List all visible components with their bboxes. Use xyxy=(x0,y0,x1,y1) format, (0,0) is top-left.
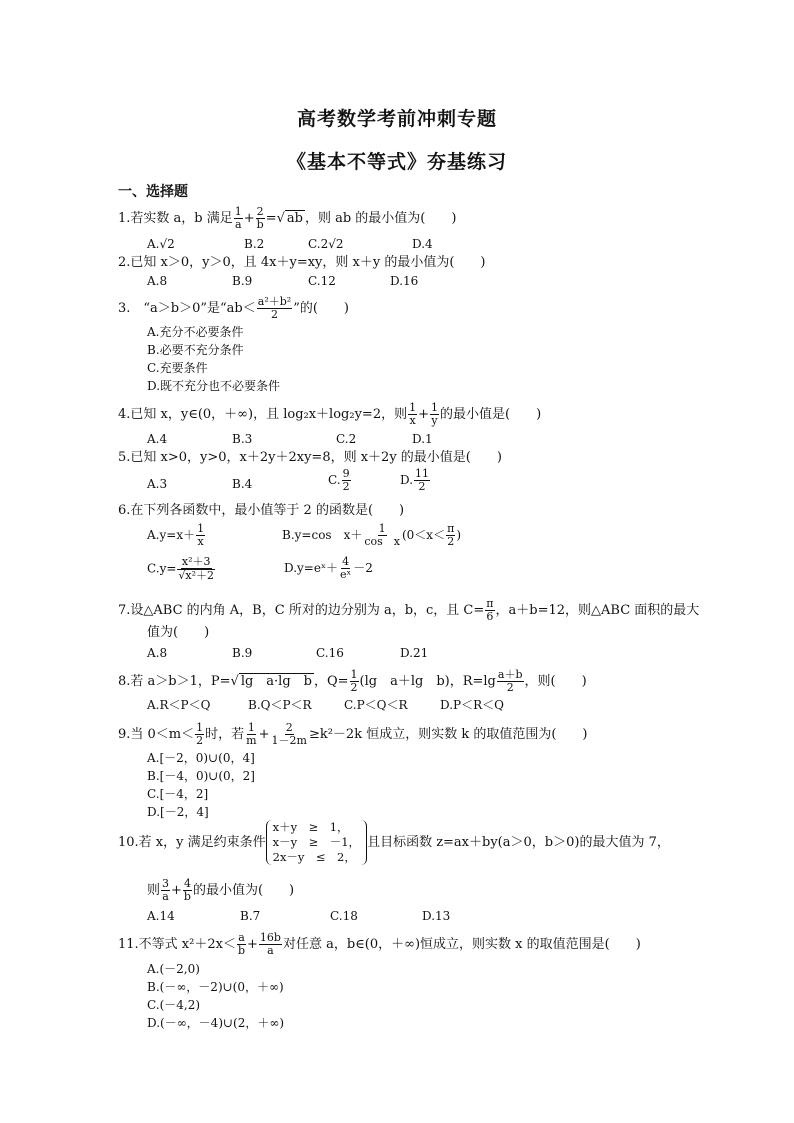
option-d: D.1 xyxy=(412,432,433,446)
question-3: 3. “a＞b＞0”是“ab＜ $\frac{\text{a²＋b²}}{2}$ ”的( ) xyxy=(118,295,349,321)
option-c: C.12 xyxy=(308,274,336,288)
question-9: 9.当 0＜m＜ $\frac{1}{2}$ 时，若 $\frac{1}{m}$ + $\frac{2}{1-2m}$ ≥k²－2k 恒成立，则实数 k 的取值范围为( ) xyxy=(118,721,588,747)
option-b: B.(－∞，－2)∪(0，＋∞) xyxy=(147,980,284,994)
option-c: C.16 xyxy=(316,646,344,660)
question-7: 7.设△ABC 的内角 A，B，C 所对的边分别为 a，b，c，且 C= $\frac{\pi}{6}$ ，a＋b=12，则△ABC 面积的最大 xyxy=(118,597,700,623)
option-b: B.9 xyxy=(232,274,253,288)
option-b: B.y=cos x＋ $\frac{1}{\text{cos x}}$ (0＜x＜ $\frac{\pi}{2}$ ) xyxy=(282,522,461,548)
option-d: D.16 xyxy=(390,274,419,288)
option-c: C.2 xyxy=(336,432,357,446)
question-11: 11.不等式 x²＋2x＜ $\frac{a}{b}$ + $\frac{16b}{a}$ 对任意 a，b∈(0，＋∞)恒成立，则实数 x 的取值范围是( ) xyxy=(118,931,641,957)
option-d: D.21 xyxy=(400,646,429,660)
option-b: B.7 xyxy=(240,909,261,923)
option-c: C.充要条件 xyxy=(147,361,208,375)
question-5: 5.已知 x>0，y>0，x＋2y＋2xy=8，则 x＋2y 的最小值是( ) xyxy=(118,450,502,465)
option-c: C.P＜Q＜R xyxy=(344,698,408,712)
option-a: A.8 xyxy=(147,274,168,288)
option-c: C.y= $\frac{\text{x²＋3}}{\text{√x²＋2}}$ xyxy=(147,555,215,582)
option-a: A.(－2,0) xyxy=(147,962,200,976)
option-a: A.3 xyxy=(147,477,168,491)
option-d: D.4 xyxy=(412,237,433,251)
worksheet-title: 高考数学考前冲刺专题 xyxy=(296,108,497,130)
option-b: B.2 xyxy=(244,237,265,251)
question-4: 4.已知 x，y∈(0，＋∞)，且 log₂x＋log₂y=2，则 $\frac{1}{x}$ + $\frac{1}{y}$ 的最小值是( ) xyxy=(118,401,542,427)
option-b: B.9 xyxy=(232,646,253,660)
option-b: B.必要不充分条件 xyxy=(147,343,244,357)
option-a: A.充分不必要条件 xyxy=(147,325,244,339)
question-6: 6.在下列各函数中，最小值等于 2 的函数是( ) xyxy=(118,503,405,518)
question-10: 10.若 x，y 满足约束条件 x＋y ≥ 1， x－y ≥ －1， 2x－y ≤ 2， 且目标函数 z=ax＋by(a＞0，b＞0)的最大值为 7， xyxy=(118,820,670,864)
fraction: $\frac{1}{y}$ xyxy=(431,401,438,427)
question-10-continued: 则 $\frac{3}{a}$ + $\frac{4}{b}$ 的最小值为( ) xyxy=(147,877,295,903)
option-d: D.[－2，4] xyxy=(147,805,209,819)
question-2: 2.已知 x＞0，y＞0，且 4x＋y=xy，则 x＋y 的最小值为( ) xyxy=(118,255,486,270)
option-a: A.8 xyxy=(147,646,168,660)
fraction: $\frac{\text{a²＋b²}}{2}$ xyxy=(257,295,292,321)
option-c: C.(－4,2) xyxy=(147,998,201,1012)
option-d: D.(－∞，－4)∪(2，＋∞) xyxy=(147,1016,285,1030)
fraction: $\frac{2}{b}$ xyxy=(256,205,264,231)
option-d: D. $\frac{11}{2}$ xyxy=(400,467,430,493)
option-d: D.y=eˣ＋ $\frac{4}{\text{eˣ}}$ －2 xyxy=(284,555,373,581)
option-a: A.y=x＋ $\frac{1}{x}$ xyxy=(147,522,205,548)
option-b: B.3 xyxy=(232,432,253,446)
option-c: C.[－4，2] xyxy=(147,787,209,801)
question-8: 8.若 a＞b＞1，P=√ lg a·lg b ，Q= $\frac{1}{2}$ (lg a＋lg b)，R=lg $\frac{a+b}{2}$ ，则( ) xyxy=(118,668,587,694)
question-1: 1.若实数 a，b 满足 $\frac{1}{a}$ + $\frac{2}{b}$ =√ ab ，则 ab 的最小值为( ) xyxy=(118,205,457,231)
option-b: B.Q＜P＜R xyxy=(248,698,312,712)
option-a: A.R＜P＜Q xyxy=(147,698,211,712)
fraction: $\frac{1}{x}$ xyxy=(409,401,417,427)
option-b: B.4 xyxy=(232,477,253,491)
option-d: D.既不充分也不必要条件 xyxy=(147,379,281,393)
option-c: C.2√2 xyxy=(308,237,344,251)
option-d: D.13 xyxy=(422,909,451,923)
option-b: B.[－4，0)∪(0，2] xyxy=(147,769,255,783)
question-7-continued: 值为( ) xyxy=(147,625,210,640)
option-a: A.[－2，0)∪(0，4] xyxy=(147,751,255,765)
worksheet-subtitle: 《基本不等式》夯基练习 xyxy=(286,151,507,173)
constraint-system: x＋y ≥ 1， x－y ≥ －1， 2x－y ≤ 2， xyxy=(266,820,367,865)
fraction: $\frac{1}{a}$ xyxy=(234,205,242,231)
option-c: C.18 xyxy=(330,909,358,923)
option-d: D.P＜R＜Q xyxy=(440,698,504,712)
option-a: A.4 xyxy=(147,432,168,446)
option-a: A.14 xyxy=(147,909,175,923)
option-a: A.√2 xyxy=(147,237,175,251)
section-heading: 一、选择题 xyxy=(118,184,188,200)
option-c: C. $\frac{9}{2}$ xyxy=(328,467,350,493)
